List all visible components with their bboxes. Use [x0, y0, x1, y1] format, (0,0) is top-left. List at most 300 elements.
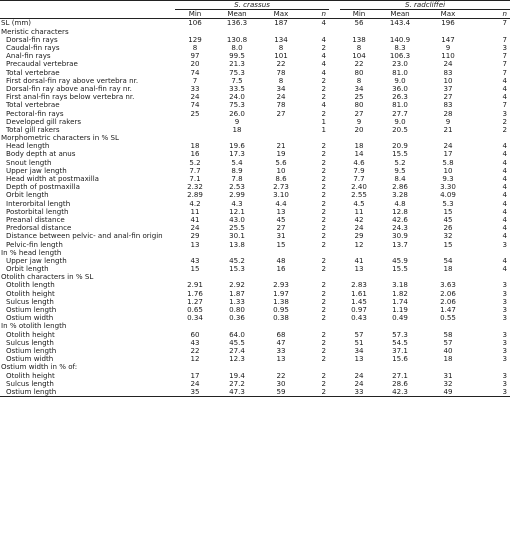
section-heading: Otolith characters in % SL [1, 273, 94, 282]
cell-max: 5.3 [442, 199, 454, 208]
cell-n: 4 [502, 174, 508, 184]
cell-mean: 57.3 [392, 330, 408, 339]
cell-max: 10 [443, 166, 453, 175]
cell-mean: 1.33 [229, 297, 245, 306]
cell-mean: 21.3 [229, 60, 245, 69]
cell-min: 1.27 [187, 297, 203, 306]
cell-n: 2 [321, 330, 327, 339]
table-row [0, 118, 510, 126]
table-row [0, 126, 510, 134]
table-body [0, 19, 510, 397]
cell-max: 0.38 [273, 314, 289, 323]
cell-min: 18 [354, 142, 364, 151]
cell-min: 7.7 [189, 166, 201, 175]
cell-mean: 26.0 [229, 109, 245, 118]
column-header-min: Min [175, 10, 215, 19]
cell-min: 42 [354, 215, 364, 224]
cell-mean: 27.7 [392, 109, 408, 118]
cell-n: 2 [321, 289, 327, 298]
cell-mean: 24.0 [229, 93, 245, 102]
column-gap [329, 380, 340, 388]
cell-max: 27 [276, 224, 286, 233]
cell-mean: 9.0 [394, 117, 406, 126]
cell-max: 58 [443, 330, 453, 339]
cell-max [259, 118, 303, 126]
cell-mean: 3.18 [392, 281, 408, 290]
column-gap [329, 232, 340, 240]
row-label: Otolith length [6, 281, 55, 290]
cell-min: 0.65 [187, 305, 203, 315]
cell-max: 2.06 [440, 297, 456, 306]
table-row [0, 265, 510, 273]
cell-n: 3 [502, 338, 508, 347]
cell-max: 2.73 [273, 183, 289, 192]
column-gap [329, 150, 340, 158]
row-label: Sulcus length [6, 297, 54, 306]
cell-max: 28 [443, 109, 453, 118]
cell-n: 3 [502, 314, 508, 323]
table-row [0, 371, 510, 379]
table-row [0, 69, 510, 77]
cell-n: 3 [502, 355, 508, 364]
table-row [0, 36, 510, 44]
cell-mean: 45.5 [229, 338, 245, 347]
cell-mean: 27.1 [392, 371, 408, 380]
cell-mean: 15.5 [392, 265, 408, 274]
cell-n: 2 [321, 232, 327, 241]
section-heading: In % head length [1, 248, 62, 257]
cell-max: 68 [276, 330, 286, 339]
cell-max: 33 [276, 346, 286, 355]
cell-min: 43 [190, 338, 200, 347]
column-header-gap [329, 10, 340, 19]
cell-max: 9.3 [442, 174, 454, 184]
cell-min: 5.2 [189, 158, 201, 167]
cell-n: 4 [321, 18, 327, 28]
section-heading-row [0, 273, 510, 281]
table-row [0, 52, 510, 60]
cell-min: 41 [354, 256, 364, 265]
cell-min: 2.89 [187, 191, 203, 200]
cell-mean: 8.4 [394, 174, 406, 184]
cell-min: 129 [188, 35, 202, 44]
cell-max: 0.55 [440, 314, 456, 323]
cell-n: 2 [321, 371, 327, 380]
cell-n: 3 [474, 388, 510, 397]
column-header-mean: Mean [378, 10, 422, 19]
cell-min: 2.40 [351, 183, 367, 192]
row-label: Upper jaw length [6, 256, 67, 265]
cell-min: 24 [354, 224, 364, 233]
cell-mean: 15.3 [229, 265, 245, 274]
column-gap [329, 77, 340, 85]
row-label: Developed gill rakers [6, 117, 82, 126]
cell-n: 2 [321, 158, 327, 167]
cell-mean: 9 [234, 117, 240, 126]
row-label: Ostium length [6, 346, 57, 355]
cell-mean: 24.3 [392, 224, 408, 233]
row-label: Head width at postmaxilla [6, 174, 100, 184]
cell-max: 32 [443, 232, 453, 241]
table-row [0, 380, 510, 388]
cell-min: 34 [354, 84, 364, 93]
row-label: Head length [6, 142, 50, 151]
row-label: Anal-fin rays [6, 52, 51, 61]
table-row [0, 388, 510, 397]
table-row [0, 281, 510, 289]
cell-mean: 12.8 [392, 207, 408, 216]
cell-mean: 12.3 [229, 355, 245, 364]
cell-max: 10 [443, 76, 453, 85]
row-label: Ostium width [6, 314, 54, 323]
cell-max: 22 [276, 371, 286, 380]
cell-n: 2 [321, 183, 327, 192]
cell-min: 4.5 [353, 199, 365, 208]
column-gap [329, 118, 340, 126]
cell-n: 2 [321, 305, 327, 315]
cell-min: 13 [354, 355, 364, 364]
cell-min: 25 [354, 93, 364, 102]
cell-min: 24 [354, 371, 364, 380]
column-gap [329, 36, 340, 44]
column-gap [329, 388, 340, 397]
cell-max: 8 [278, 43, 284, 53]
cell-max: 9 [445, 43, 451, 53]
cell-mean: 9.0 [394, 76, 406, 85]
cell-max: 15 [443, 240, 453, 249]
cell-n: 3 [502, 281, 508, 290]
cell-min: 16 [190, 150, 200, 159]
cell-mean: 2.92 [229, 281, 245, 290]
cell-min: 33 [340, 388, 378, 397]
column-header-n: n [474, 10, 510, 19]
cell-max: 2.06 [440, 289, 456, 298]
row-label: Depth of postmaxilla [6, 183, 80, 192]
cell-min: 7.1 [189, 174, 201, 184]
column-gap [329, 290, 340, 298]
cell-min: 8 [192, 43, 198, 53]
cell-mean: 81.0 [392, 101, 408, 110]
cell-n: 4 [502, 142, 508, 151]
cell-max: 15 [443, 207, 453, 216]
column-gap [329, 347, 340, 355]
column-header-blank [0, 10, 175, 19]
cell-mean: 8.0 [231, 43, 243, 53]
section-heading-row [0, 322, 510, 330]
cell-min: 0.43 [351, 314, 367, 323]
cell-mean: 27.4 [229, 346, 245, 355]
cell-min: 11 [190, 207, 200, 216]
cell-min: 24 [190, 379, 200, 388]
cell-max: 21 [276, 142, 286, 151]
cell-min: 12 [190, 355, 200, 364]
cell-max: 18 [443, 355, 453, 364]
cell-min: 7.9 [353, 166, 365, 175]
row-label: Distance between pelvic- and anal-fin origin [6, 232, 163, 241]
cell-min: 1.61 [351, 289, 367, 298]
cell-n: 2 [321, 281, 327, 290]
column-gap [329, 175, 340, 183]
column-gap [329, 69, 340, 77]
cell-max: 4.4 [275, 199, 287, 208]
table-row [0, 216, 510, 224]
table-row [0, 240, 510, 248]
cell-max: 2.93 [273, 281, 289, 290]
cell-mean: 4.3 [231, 199, 243, 208]
cell-max: 49 [422, 388, 474, 397]
cell-max: 40 [443, 346, 453, 355]
row-label: Total vertebrae [6, 101, 60, 110]
cell-max: 26 [443, 224, 453, 233]
cell-n: 4 [502, 158, 508, 167]
cell-min: 29 [354, 232, 364, 241]
cell-min: 15 [190, 265, 200, 274]
cell-min: 24 [190, 93, 200, 102]
cell-max [259, 126, 303, 134]
table-row [0, 85, 510, 93]
cell-max: 24 [276, 93, 286, 102]
cell-n: 3 [502, 305, 508, 315]
cell-max: 18 [443, 265, 453, 274]
cell-n: 7 [502, 60, 508, 69]
cell-min: 74 [190, 68, 200, 77]
cell-mean: 5.4 [231, 158, 243, 167]
cell-min: 25 [190, 109, 200, 118]
cell-mean: 25.5 [229, 224, 245, 233]
cell-mean: 7.5 [231, 76, 243, 85]
cell-max: 45 [443, 215, 453, 224]
cell-n: 2 [321, 174, 327, 184]
cell-n: 2 [321, 207, 327, 216]
cell-max: 8.6 [275, 174, 287, 184]
row-label: Pectoral-fin rays [6, 109, 64, 118]
cell-n: 2 [321, 109, 327, 118]
cell-mean: 20.9 [392, 142, 408, 151]
row-label: Sulcus length [6, 338, 54, 347]
cell-max: 16 [276, 265, 286, 274]
cell-n: 4 [502, 150, 508, 159]
cell-mean: 5.2 [394, 158, 406, 167]
cell-max: 15 [276, 240, 286, 249]
table-row [0, 44, 510, 52]
row-label: Ostium width [6, 355, 54, 364]
cell-max: 78 [276, 101, 286, 110]
cell-n: 4 [321, 52, 327, 61]
cell-mean: 45.9 [392, 256, 408, 265]
cell-min: 7.7 [353, 174, 365, 184]
table-row [0, 191, 510, 199]
cell-mean: 140.9 [389, 35, 411, 44]
cell-mean: 1.19 [392, 305, 408, 315]
cell-mean: 4.8 [394, 199, 406, 208]
table-row [0, 331, 510, 339]
column-header-min: Min [340, 10, 378, 19]
column-gap [329, 331, 340, 339]
cell-mean: 99.5 [229, 52, 245, 61]
cell-min: 2.55 [351, 191, 367, 200]
cell-mean: 19.4 [229, 371, 245, 380]
cell-mean: 1.74 [392, 297, 408, 306]
cell-n: 7 [502, 18, 508, 28]
table-row [0, 167, 510, 175]
cell-min: 35 [175, 388, 215, 397]
cell-mean: 26.3 [392, 93, 408, 102]
section-heading: In % otolith length [1, 322, 67, 331]
table-row [0, 298, 510, 306]
cell-mean: 13.7 [392, 240, 408, 249]
table-row [0, 142, 510, 150]
row-label: Pelvic-fin length [6, 240, 63, 249]
cell-mean: 7.8 [231, 174, 243, 184]
section-heading-row [0, 249, 510, 257]
cell-mean: 20.5 [392, 125, 408, 134]
cell-n: 3 [502, 371, 508, 380]
row-label: Dorsal-fin rays [6, 35, 58, 44]
species-header-crassus: S. crassus [175, 1, 329, 10]
column-gap [329, 208, 340, 216]
row-label: Orbit length [6, 265, 49, 274]
cell-min: 57 [354, 330, 364, 339]
table-row [0, 183, 510, 191]
cell-max: 4.09 [440, 191, 456, 200]
cell-max: 32 [443, 379, 453, 388]
cell-max: 24 [443, 60, 453, 69]
cell-max: 27 [443, 93, 453, 102]
column-header-max: Max [259, 10, 303, 19]
cell-n: 7 [502, 68, 508, 77]
cell-mean: 37.1 [392, 346, 408, 355]
cell-max: 34 [276, 84, 286, 93]
cell-mean: 23.0 [392, 60, 408, 69]
column-header-n: n [303, 10, 329, 19]
row-label: Otolith height [6, 371, 55, 380]
cell-max: 78 [276, 68, 286, 77]
cell-max: 17 [443, 150, 453, 159]
cell-n: 2 [321, 314, 327, 323]
row-label: Ostium length [0, 388, 175, 397]
table-row [0, 150, 510, 158]
cell-max: 1.47 [440, 305, 456, 315]
cell-mean: 12.1 [229, 207, 245, 216]
section-heading: Morphometric characters in % SL [1, 134, 119, 143]
cell-n: 4 [502, 166, 508, 175]
table-row [0, 257, 510, 265]
column-gap [329, 314, 340, 322]
cell-n: 7 [502, 35, 508, 44]
cell-n: 1 [321, 125, 327, 134]
table-row [0, 77, 510, 85]
cell-min: 2.32 [187, 183, 203, 192]
cell-mean: 3.28 [392, 191, 408, 200]
cell-mean: 75.3 [229, 101, 245, 110]
cell-n: 2 [502, 117, 508, 126]
cell-min: 60 [190, 330, 200, 339]
cell-mean: 64.0 [229, 330, 245, 339]
table-row [0, 19, 510, 28]
table-row [0, 355, 510, 363]
cell-n: 3 [502, 289, 508, 298]
cell-n: 4 [321, 35, 327, 44]
table-row [0, 200, 510, 208]
table-row [0, 159, 510, 167]
row-label: Snout length [6, 158, 52, 167]
cell-n: 4 [502, 199, 508, 208]
cell-min: 29 [190, 232, 200, 241]
cell-mean: 30.9 [392, 232, 408, 241]
cell-mean: 18 [232, 125, 242, 134]
cell-mean: 47.3 [215, 388, 259, 397]
cell-max: 27 [276, 109, 286, 118]
cell-mean: 42.3 [378, 388, 422, 397]
cell-n: 3 [502, 330, 508, 339]
cell-mean: 54.5 [392, 338, 408, 347]
column-gap [329, 159, 340, 167]
cell-min: 43 [190, 256, 200, 265]
cell-min: 20 [354, 125, 364, 134]
cell-n: 2 [321, 265, 327, 274]
cell-mean: 0.49 [392, 314, 408, 323]
cell-max: 134 [274, 35, 288, 44]
cell-n: 2 [303, 388, 329, 397]
cell-min: 1.76 [187, 289, 203, 298]
cell-min: 1.45 [351, 297, 367, 306]
cell-n: 2 [321, 379, 327, 388]
species-header-row [0, 1, 510, 10]
row-label: SL (mm) [1, 18, 32, 28]
column-gap [329, 355, 340, 363]
column-gap [329, 224, 340, 232]
cell-n: 3 [502, 240, 508, 249]
column-gap [329, 339, 340, 347]
section-heading-row [0, 134, 510, 142]
cell-min: 4.6 [353, 158, 365, 167]
column-header-row [0, 10, 510, 19]
table-row [0, 347, 510, 355]
cell-max: 1.38 [273, 297, 289, 306]
row-label: Total gill rakers [6, 125, 60, 134]
cell-n: 4 [502, 76, 508, 85]
cell-max: 83 [443, 68, 453, 77]
cell-max: 54 [443, 256, 453, 265]
row-label: First dorsal-fin ray above vertebra nr. [6, 76, 139, 85]
cell-max: 3.63 [440, 281, 456, 290]
cell-min: 20 [190, 60, 200, 69]
column-gap [329, 167, 340, 175]
cell-mean: 1.87 [229, 289, 245, 298]
species-header-radcliffei: S. radcliffei [340, 1, 510, 10]
cell-n: 4 [502, 183, 508, 192]
section-heading: Ostium width in % of: [1, 363, 78, 372]
table-row [0, 224, 510, 232]
row-label: Postorbital length [6, 207, 69, 216]
row-label: Caudal-fin rays [6, 43, 60, 53]
cell-n: 4 [321, 68, 327, 77]
section-heading: Meristic characters [1, 27, 69, 36]
cell-n: 4 [502, 93, 508, 102]
cell-max: 1.97 [273, 289, 289, 298]
cell-n: 2 [321, 43, 327, 53]
column-gap [329, 191, 340, 199]
cell-n: 4 [502, 256, 508, 265]
row-label: Sulcus length [6, 379, 54, 388]
column-gap [329, 371, 340, 379]
cell-min: 56 [354, 18, 364, 28]
cell-n: 7 [502, 52, 508, 61]
cell-min: 9 [356, 117, 362, 126]
table-row [0, 290, 510, 298]
section-heading-row [0, 28, 510, 36]
row-label: Interorbital length [6, 199, 71, 208]
